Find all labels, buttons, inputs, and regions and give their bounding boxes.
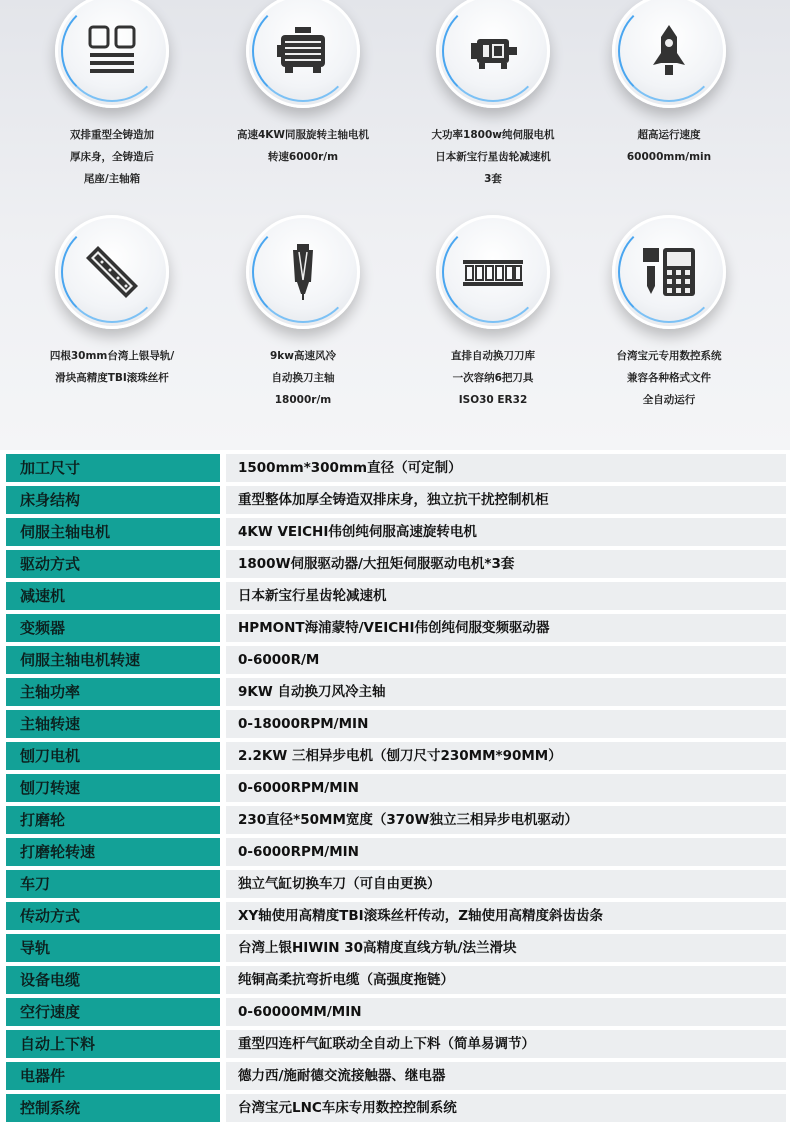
spec-label: 刨刀转速: [6, 774, 220, 802]
spec-value: 0-60000MM/MIN: [226, 998, 786, 1026]
feature-caption-line: 四根30mm台湾上银导轨/: [49, 350, 175, 362]
feature-caption-line: 18000r/m: [274, 394, 332, 406]
spec-row: [0, 964, 790, 996]
spec-label: 伺服主轴电机转速: [6, 646, 220, 674]
spec-label: 空行速度: [6, 998, 220, 1026]
feature-caption-line: 自动换刀主轴: [271, 372, 335, 384]
spec-value: 0-18000RPM/MIN: [226, 710, 786, 738]
spec-value: 重型整体加厚全铸造双排床身，独立抗干扰控制机柜: [226, 486, 786, 514]
spec-row: [0, 932, 790, 964]
feature-caption-line: 直排自动换刀刀库: [451, 350, 535, 362]
spec-label: 伺服主轴电机: [6, 518, 220, 546]
feature-caption-line: 尾座/主轴箱: [83, 173, 141, 185]
spec-label: 自动上下料: [6, 1030, 220, 1058]
spec-label: 减速机: [6, 582, 220, 610]
spec-value: XY轴使用高精度TBI滚珠丝杆传动，Z轴使用高精度斜齿齿条: [226, 902, 786, 930]
feature-caption-line: 厚床身，全铸造后: [70, 151, 154, 163]
feature-cnc-controller: [574, 215, 764, 411]
feature-caption-line: 9kw高速风冷: [270, 350, 336, 362]
spec-value: HPMONT海浦蒙特/VEICHI伟创纯伺服变频驱动器: [226, 614, 786, 642]
spec-row: [0, 548, 790, 580]
feature-caption-line: 转速6000r/m: [267, 151, 339, 163]
feature-caption-line: 60000mm/min: [626, 151, 712, 163]
spec-value: 台湾宝元LNC车床专用数控控制系统: [226, 1094, 786, 1122]
spec-label: 驱动方式: [6, 550, 220, 578]
feature-caption-line: 全自动运行: [642, 394, 696, 406]
spindle-motor-icon: [273, 21, 333, 81]
bed-structure-icon: [82, 21, 142, 81]
feature-servo-motor: [398, 0, 588, 190]
spec-label: 设备电缆: [6, 966, 220, 994]
spec-row: [0, 1092, 790, 1124]
spec-value: 0-6000R/M: [226, 646, 786, 674]
spec-label: 电器件: [6, 1062, 220, 1090]
feature-caption-line: 双排重型全铸造加: [70, 129, 154, 141]
cnc-controller-icon: [639, 242, 699, 302]
spec-value: 1800W伺服驱动器/大扭矩伺服驱动电机*3套: [226, 550, 786, 578]
spec-label: 传动方式: [6, 902, 220, 930]
feature-bed-structure: [17, 0, 207, 190]
spec-value: 重型四连杆气缸联动全自动上下料（简单易调节）: [226, 1030, 786, 1058]
linear-guide-icon: [82, 242, 142, 302]
feature-caption-line: 3套: [484, 173, 502, 185]
tool-magazine-icon: [463, 242, 523, 302]
feature-caption-line: 兼容各种格式文件: [627, 372, 711, 384]
spec-row: [0, 516, 790, 548]
spec-row: [0, 900, 790, 932]
spec-label: 床身结构: [6, 486, 220, 514]
feature-linear-guide: [17, 215, 207, 389]
feature-caption-line: 台湾宝元专用数控系统: [616, 350, 722, 362]
feature-spindle-motor: [208, 0, 398, 168]
spec-label: 加工尺寸: [6, 454, 220, 482]
spec-label: 导轨: [6, 934, 220, 962]
spec-row: [0, 580, 790, 612]
spec-value: 0-6000RPM/MIN: [226, 774, 786, 802]
spec-row: [0, 612, 790, 644]
spec-value: 独立气缸切换车刀（可自由更换）: [226, 870, 786, 898]
spec-row: [0, 676, 790, 708]
spec-row: [0, 868, 790, 900]
spec-value: 1500mm*300mm直径（可定制）: [226, 454, 786, 482]
spec-label: 刨刀电机: [6, 742, 220, 770]
spec-table: [0, 452, 790, 1124]
spec-row: [0, 452, 790, 484]
feature-tool-magazine: [398, 215, 588, 411]
spec-row: [0, 836, 790, 868]
spec-row: [0, 484, 790, 516]
air-cooled-spindle-icon: [273, 242, 333, 302]
feature-icons-panel: [0, 0, 790, 450]
feature-caption-line: ISO30 ER32: [458, 394, 528, 406]
spec-label: 打磨轮转速: [6, 838, 220, 866]
spec-value: 纯铜高柔抗弯折电缆（高强度拖链）: [226, 966, 786, 994]
feature-air-cooled-spindle: [208, 215, 398, 411]
feature-caption-line: 大功率1800w纯伺服电机: [431, 129, 555, 141]
feature-speed: [574, 0, 764, 168]
spec-row: [0, 708, 790, 740]
spec-row: [0, 772, 790, 804]
spec-row: [0, 1028, 790, 1060]
spec-value: 0-6000RPM/MIN: [226, 838, 786, 866]
feature-caption-line: 一次容纳6把刀具: [452, 372, 534, 384]
spec-row: [0, 1060, 790, 1092]
spec-label: 控制系统: [6, 1094, 220, 1122]
feature-caption-line: 日本新宝行星齿轮减速机: [435, 151, 551, 163]
feature-caption-line: 高速4KW同服旋转主轴电机: [236, 129, 370, 141]
servo-motor-icon: [463, 21, 523, 81]
spec-value: 230直径*50MM宽度（370W独立三相异步电机驱动）: [226, 806, 786, 834]
spec-value: 9KW 自动换刀风冷主轴: [226, 678, 786, 706]
spec-label: 打磨轮: [6, 806, 220, 834]
spec-value: 4KW VEICHI伟创纯伺服高速旋转电机: [226, 518, 786, 546]
spec-label: 变频器: [6, 614, 220, 642]
spec-label: 主轴功率: [6, 678, 220, 706]
spec-value: 德力西/施耐德交流接触器、继电器: [226, 1062, 786, 1090]
feature-caption-line: 滑块高精度TBI滚珠丝杆: [55, 372, 169, 384]
spec-value: 台湾上银HIWIN 30高精度直线方轨/法兰滑块: [226, 934, 786, 962]
feature-caption-line: 超高运行速度: [637, 129, 701, 141]
spec-value: 2.2KW 三相异步电机（刨刀尺寸230MM*90MM）: [226, 742, 786, 770]
spec-row: [0, 804, 790, 836]
rocket-speed-icon: [639, 21, 699, 81]
spec-label: 主轴转速: [6, 710, 220, 738]
spec-row: [0, 740, 790, 772]
spec-row: [0, 644, 790, 676]
spec-label: 车刀: [6, 870, 220, 898]
spec-value: 日本新宝行星齿轮减速机: [226, 582, 786, 610]
spec-row: [0, 996, 790, 1028]
